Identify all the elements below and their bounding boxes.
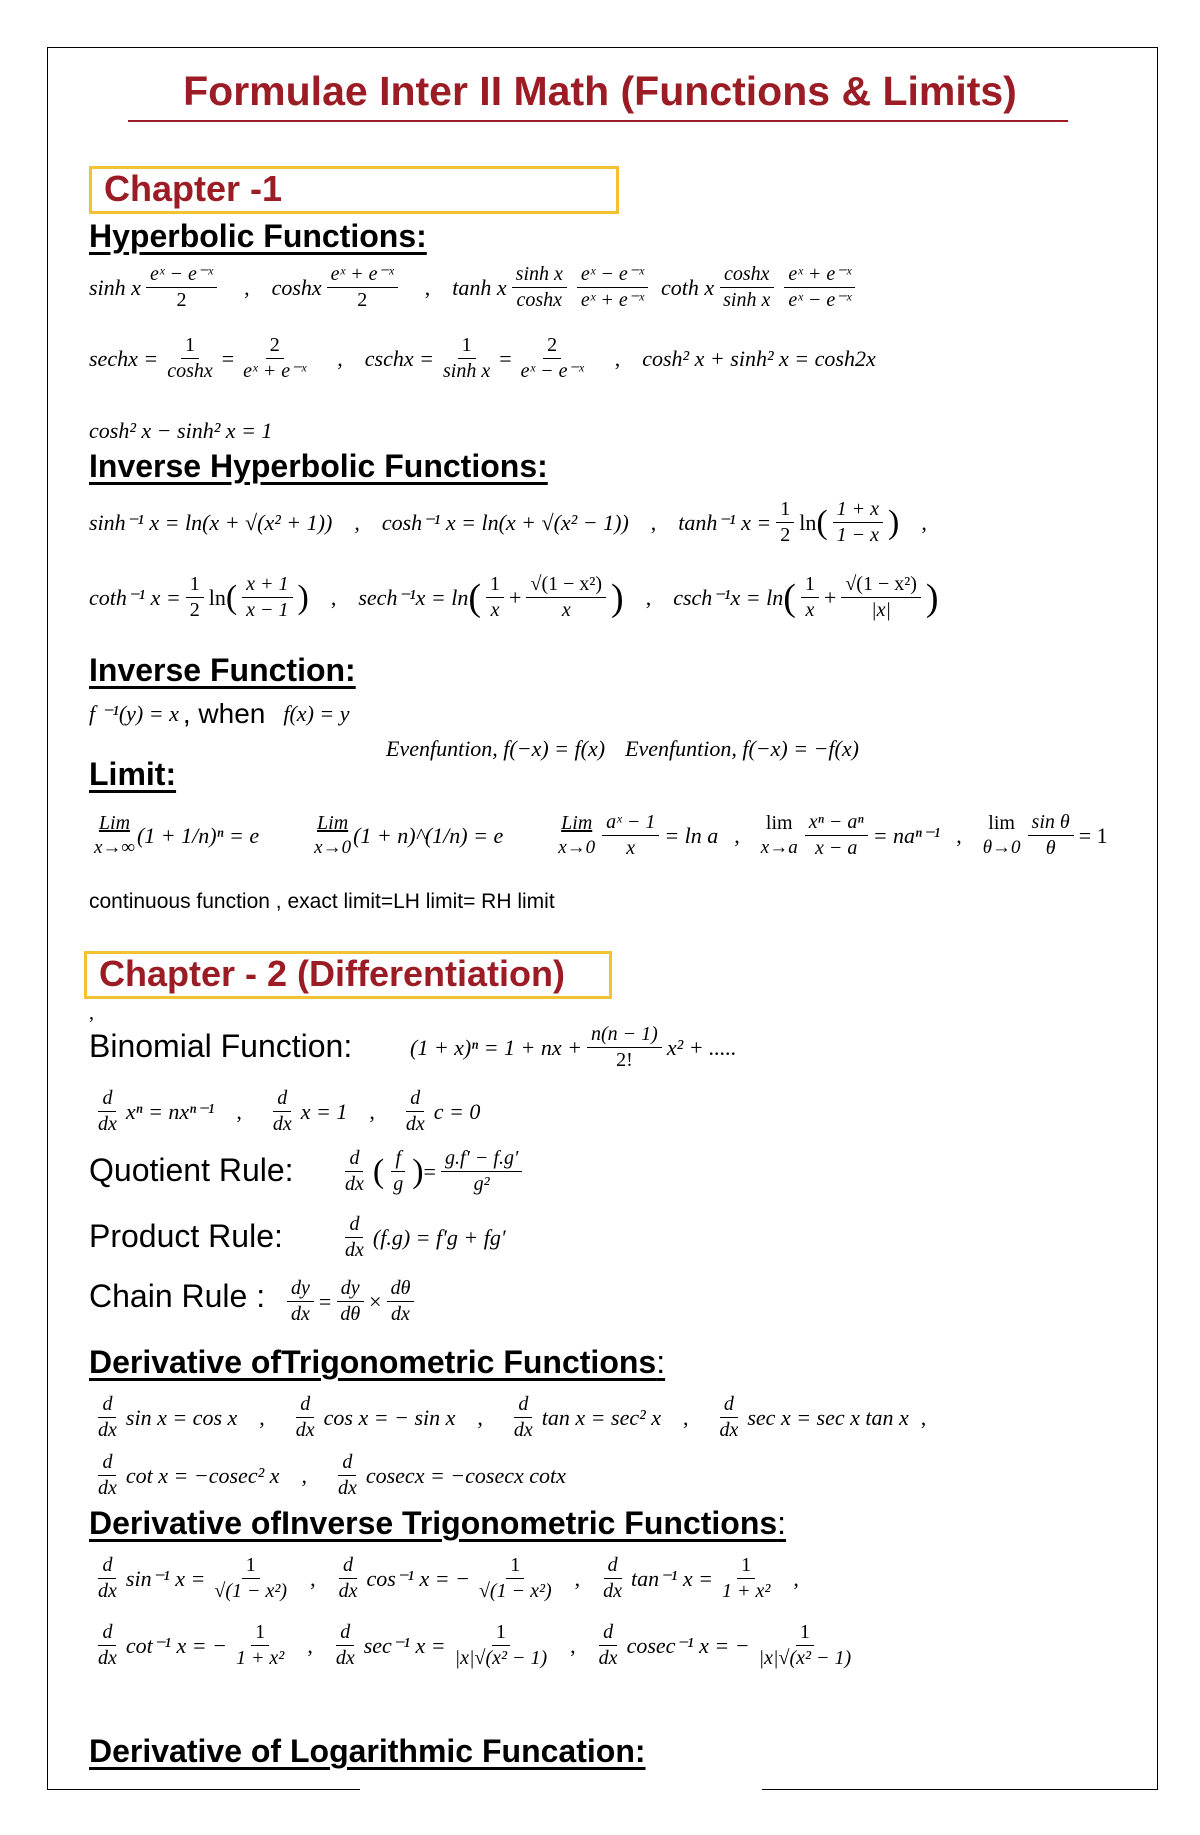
- hyperbolic-line-1: [89, 262, 860, 313]
- atanh-half-den: 2: [780, 524, 791, 546]
- product-dx: dx: [345, 1239, 364, 1261]
- chain-dx-2: dx: [391, 1303, 410, 1325]
- atan-den: 1 + x²: [721, 1580, 771, 1602]
- inv-d-3: d: [604, 1553, 622, 1579]
- acosh: cosh⁻¹ x = ln(x + √(x² − 1)): [381, 509, 629, 535]
- acoth-fraction: [242, 572, 292, 623]
- tanh-lhs: tanh x: [452, 274, 507, 300]
- chain-dy-dtheta: [336, 1276, 364, 1327]
- sech-den-1: coshx: [167, 360, 213, 382]
- chapter-1-box: Chapter -1: [89, 166, 619, 214]
- tanh-num-1: sinh x: [512, 262, 567, 288]
- limit-4-sub: x→a: [760, 837, 798, 859]
- acos-fraction: [475, 1553, 556, 1604]
- csch-fraction-2: [517, 333, 588, 384]
- trig-d-dx-1: [94, 1392, 121, 1443]
- quotient-d: d: [345, 1146, 363, 1172]
- comma: ,: [793, 1565, 799, 1591]
- acot-fraction: [232, 1620, 288, 1671]
- comma: ,: [921, 509, 927, 535]
- acosec-den: |x|√(x² − 1): [758, 1647, 852, 1669]
- trig-line-2: [89, 1450, 566, 1501]
- tanh-fraction-2: [577, 262, 648, 313]
- trig-dx-4: dx: [719, 1419, 739, 1441]
- d-atan: tan⁻¹ x =: [631, 1565, 713, 1591]
- comma: ,: [259, 1404, 265, 1430]
- coth-num-2: eˣ + e⁻ˣ: [784, 262, 855, 288]
- inv-dx-1: dx: [98, 1580, 117, 1602]
- comma: ,: [301, 1462, 307, 1488]
- inv-dx-3: dx: [603, 1580, 623, 1602]
- odd-function: Evenfuntion, f(−x) = −f(x): [625, 736, 859, 761]
- trig-dx-5: dx: [98, 1477, 117, 1499]
- chain-dx-1: dx: [291, 1303, 310, 1325]
- acsch-den-2: |x|: [871, 599, 892, 621]
- hyperbolic-identity-2: [89, 418, 272, 444]
- d-acot: cot⁻¹ x = −: [125, 1632, 227, 1658]
- d-sec: sec x = sec x tan x: [747, 1404, 909, 1430]
- atanh-half-num: 1: [776, 497, 794, 523]
- inv-d-4: d: [98, 1620, 116, 1646]
- identity-rule: x = 1: [300, 1098, 348, 1124]
- sech-fraction-2: [239, 333, 310, 384]
- comma: ,: [570, 1632, 576, 1658]
- d-asin: sin⁻¹ x =: [125, 1565, 206, 1591]
- trig-d-6: d: [338, 1450, 356, 1476]
- d-1: d: [98, 1086, 116, 1112]
- comma: ,: [645, 584, 652, 610]
- acoth-lhs: coth⁻¹ x =: [89, 584, 181, 610]
- d-asec: sec⁻¹ x =: [363, 1632, 446, 1658]
- heading-derivative-trig: [89, 1344, 665, 1381]
- trig-d-dx-4: [715, 1392, 742, 1443]
- asech-num-2: √(1 − x²): [526, 572, 606, 598]
- limit-2-sub: x→0: [314, 837, 352, 859]
- even-function: Evenfuntion, f(−x) = f(x): [386, 736, 606, 761]
- const-rule: c = 0: [433, 1098, 481, 1124]
- limit-4-lim: lim: [765, 812, 793, 835]
- trig-d-dx-3: [510, 1392, 537, 1443]
- inv-trig-line-2: [89, 1620, 860, 1671]
- d-cot: cot x = −cosec² x: [125, 1462, 280, 1488]
- footer-line-right: [762, 1789, 1158, 1790]
- comma: ,: [424, 274, 431, 300]
- comma: ,: [354, 509, 360, 535]
- comma: ,: [734, 822, 740, 848]
- hyperbolic-line-2: sechx = $\frac{1}{\cosh x}$ = $\frac{2}{\text{eˣ + e⁻ˣ}}$ , cschx = $\frac{1}{\text{sinh x}}$ = $\frac{2}{\text{eˣ − e⁻ˣ}}$ , cosh² x + sinh² x = cosh2x: [89, 334, 876, 382]
- title-underline: [128, 120, 1068, 122]
- comma: ,: [614, 345, 621, 371]
- acsch-fraction-2: [841, 572, 921, 623]
- asin-fraction: [210, 1553, 291, 1604]
- inverse-hyperbolic-line-1: sinh⁻¹ x = ln(x + √(x² + 1)) , cosh⁻¹ x = ln(x + √(x² − 1)) , tanh⁻¹ x = $\frac{1}{2}$ ln ( $\frac{1 + x}{1 - x}$ ) ,: [89, 498, 927, 546]
- asech-fraction-2: [526, 572, 606, 623]
- acsch-fraction-1: [801, 572, 819, 623]
- chain-times: ×: [369, 1288, 382, 1314]
- sech-num-2: 2: [266, 333, 284, 359]
- quotient-f: f: [391, 1146, 405, 1172]
- limit-3-num: aˣ − 1: [602, 810, 659, 836]
- atan-fraction: [718, 1553, 774, 1604]
- sech-lhs: sechx =: [89, 345, 159, 371]
- inv-d-dx-5: [332, 1620, 359, 1671]
- quotient-den: g²: [473, 1173, 490, 1195]
- binomial-formula: [410, 1022, 737, 1073]
- trig-d-4: d: [720, 1392, 738, 1418]
- quotient-dx: dx: [345, 1173, 364, 1195]
- cosh-fraction: [327, 262, 398, 313]
- atan-num: 1: [737, 1553, 755, 1579]
- inv-d-dx-1: [94, 1553, 121, 1604]
- comma: ,: [369, 1098, 375, 1124]
- acsch-num-1: 1: [801, 572, 819, 598]
- deriv-trig-text: Derivative ofTrigonometric Functions: [89, 1344, 657, 1380]
- footer-line-left: [47, 1789, 360, 1790]
- inverse-function-line: [89, 698, 350, 730]
- limit-4-fraction: [805, 810, 868, 861]
- csch-num-1: 1: [458, 333, 476, 359]
- quotient-label: Quotient Rule:: [89, 1152, 294, 1188]
- chapter-2-box: Chapter - 2 (Differentiation): [84, 951, 612, 999]
- csch-den-2: eˣ − e⁻ˣ: [520, 360, 584, 382]
- deriv-trig-colon: :: [656, 1344, 666, 1380]
- limit-5-fraction: [1028, 810, 1074, 861]
- limit-1-op: [94, 811, 135, 860]
- trig-dx-6: dx: [337, 1477, 357, 1499]
- acoth-ln: ln: [208, 584, 226, 610]
- trig-d-2: d: [296, 1392, 314, 1418]
- csch-num-2: 2: [543, 333, 561, 359]
- comma: ,: [310, 1565, 316, 1591]
- cosh-lhs: coshx: [271, 274, 322, 300]
- trig-d-3: d: [514, 1392, 532, 1418]
- asec-fraction: [451, 1620, 552, 1671]
- comma: ,: [337, 345, 343, 371]
- chain-dtheta-dx: [387, 1276, 415, 1327]
- inv-d-2: d: [339, 1553, 357, 1579]
- comma: ,: [956, 822, 962, 848]
- inv-d-dx-4: [94, 1620, 121, 1671]
- chain-dy-2: dy: [337, 1276, 364, 1302]
- identity-1: cosh² x + sinh² x = cosh2x: [642, 345, 876, 371]
- chain-dy-1: dy: [287, 1276, 314, 1302]
- cosh-num: eˣ + e⁻ˣ: [327, 262, 398, 288]
- limit-1-sub: x→∞: [94, 837, 135, 859]
- coth-den-1: sinh x: [723, 289, 771, 311]
- quotient-fg: [389, 1146, 407, 1197]
- comma: ,: [330, 584, 337, 610]
- comma: ,: [650, 509, 657, 535]
- coth-den-2: eˣ − e⁻ˣ: [788, 289, 852, 311]
- dx-1: dx: [98, 1113, 117, 1135]
- heading-derivative-log: Derivative of Logarithmic Funcation:: [89, 1733, 646, 1769]
- coth-num-1: coshx: [720, 262, 774, 288]
- asech-num-1: 1: [486, 572, 504, 598]
- limit-4-den: x − a: [815, 837, 858, 859]
- binomial-lhs: (1 + x)ⁿ = 1 + nx +: [410, 1034, 582, 1060]
- tanh-num-2: eˣ − e⁻ˣ: [577, 262, 648, 288]
- asinh: sinh⁻¹ x = ln(x + √(x² + 1)): [89, 509, 333, 535]
- quotient-rhs: [441, 1146, 522, 1197]
- asec-num: 1: [492, 1620, 510, 1646]
- asech-den-2: x: [561, 599, 571, 621]
- inv-dx-5: dx: [335, 1647, 355, 1669]
- inv-d-dx-3: [599, 1553, 626, 1604]
- inv-trig-line-1: [89, 1553, 813, 1604]
- power-rule: xⁿ = nxⁿ⁻¹: [125, 1098, 215, 1124]
- limit-4-rhs: = naⁿ⁻¹: [872, 822, 941, 848]
- d-acos: cos⁻¹ x = −: [366, 1565, 470, 1591]
- quotient-num: g.f′ − f.g′: [441, 1146, 522, 1172]
- d-tan: tan x = sec² x: [541, 1404, 661, 1430]
- acsch-lhs: csch⁻¹x = ln: [673, 584, 784, 610]
- acsch-den-1: x: [805, 599, 815, 621]
- limit-2-body: (1 + n)^(1/n) = e: [353, 822, 504, 848]
- trig-dx-2: dx: [295, 1419, 315, 1441]
- cosh-den: 2: [357, 289, 368, 311]
- binomial-label: Binomial Function:: [89, 1028, 353, 1064]
- atanh-lhs: tanh⁻¹ x =: [678, 509, 772, 535]
- coth-fraction-2: [784, 262, 855, 313]
- product-d: d: [345, 1212, 363, 1238]
- deriv-inv-trig-text: Derivative ofInverse Trigonometric Functions: [89, 1505, 778, 1541]
- inv-d-1: d: [98, 1553, 116, 1579]
- inv-dx-4: dx: [98, 1647, 117, 1669]
- trig-dx-1: dx: [98, 1419, 117, 1441]
- limit-4-op: [761, 811, 798, 860]
- binomial-den: 2!: [616, 1049, 633, 1071]
- asech-fraction-1: [486, 572, 504, 623]
- sinh-den: 2: [176, 289, 187, 311]
- deriv-inv-trig-colon: :: [777, 1505, 787, 1541]
- acosec-fraction: [755, 1620, 856, 1671]
- binomial-num: n(n − 1): [587, 1022, 662, 1048]
- d-2: d: [273, 1086, 291, 1112]
- asech-lhs: sech⁻¹x = ln: [358, 584, 469, 610]
- comma: ,: [307, 1632, 313, 1658]
- inverse-hyperbolic-line-2: coth⁻¹ x = $\frac{1}{2}$ ln ( $\frac{x + 1}{x - 1}$ ) , sech⁻¹x = ln ( $\frac{1}{x}$ + $\frac{\text{√(1 − x²)}}{x}$ ) , csch⁻¹x = ln ( $\frac{1}{x}$ + $\frac{\text{√(1 − x²)}}{|x|}$ ): [89, 573, 939, 621]
- inv-dx-2: dx: [338, 1580, 358, 1602]
- sinh-num: eˣ − e⁻ˣ: [146, 262, 217, 288]
- binomial-tail: x² + .....: [666, 1034, 737, 1060]
- product-label: Product Rule:: [89, 1218, 283, 1254]
- comma: ,: [244, 274, 250, 300]
- heading-limit: Limit:: [89, 756, 177, 792]
- acsch-num-2: √(1 − x²): [841, 572, 921, 598]
- d-cos: cos x = − sin x: [323, 1404, 456, 1430]
- limit-1-lim: Lim: [98, 812, 131, 835]
- trig-dx-3: dx: [513, 1419, 533, 1441]
- tanh-den-1: coshx: [516, 289, 563, 311]
- acoth-num: x + 1: [242, 572, 292, 598]
- atanh-num: 1 + x: [833, 497, 883, 523]
- csch-den-1: sinh x: [442, 360, 491, 382]
- d-acosec: cosec⁻¹ x = −: [626, 1632, 750, 1658]
- limit-1-body: (1 + 1/n)ⁿ = e: [136, 822, 260, 848]
- tanh-den-2: eˣ + e⁻ˣ: [580, 289, 644, 311]
- chain-lhs: [287, 1276, 314, 1327]
- chain-formula: $\frac{dy}{dx}$ = $\frac{dy}{d\theta}$ × $\frac{d\theta}{dx}$: [282, 1276, 419, 1327]
- asech-den-1: x: [490, 599, 500, 621]
- limit-3-fraction: [602, 810, 659, 861]
- identity-2: cosh² x − sinh² x = 1: [89, 418, 273, 443]
- limit-5-op: [983, 811, 1021, 860]
- heading-derivative-inverse-trig: [89, 1505, 786, 1542]
- d-cosec: cosecx = −cosecx cotx: [365, 1462, 566, 1488]
- limit-5-rhs: = 1: [1078, 822, 1108, 848]
- acoth-half: [186, 572, 204, 623]
- product-formula: [336, 1212, 506, 1263]
- sech-fraction-1: [163, 333, 217, 384]
- binomial-fraction: [587, 1022, 662, 1073]
- d-dx-2: [269, 1086, 296, 1137]
- inv-d-5: d: [336, 1620, 354, 1646]
- asin-den: √(1 − x²): [214, 1580, 288, 1602]
- limit-3-op: [558, 811, 595, 860]
- tanh-fraction-1: [512, 262, 567, 313]
- asin-num: 1: [242, 1553, 260, 1579]
- asec-den: |x|√(x² − 1): [454, 1647, 548, 1669]
- limit-3-sub: x→0: [558, 837, 596, 859]
- page-title: Formulae Inter II Math (Functions & Limits): [183, 68, 1017, 114]
- atanh-half: [776, 497, 794, 548]
- acot-num: 1: [251, 1620, 269, 1646]
- trig-line-1: [89, 1392, 938, 1443]
- basic-derivatives: [89, 1086, 480, 1137]
- continuity-note: continuous function , exact limit=LH limit= RH limit: [89, 890, 555, 913]
- csch-fraction-1: [439, 333, 494, 384]
- comma: ,: [574, 1565, 581, 1591]
- atanh-den: 1 − x: [836, 524, 880, 546]
- inv-d-6: d: [599, 1620, 617, 1646]
- limit-2-op: [314, 811, 351, 860]
- comma: ,: [477, 1404, 483, 1430]
- heading-hyperbolic: Hyperbolic Functions:: [89, 218, 427, 254]
- chain-dtheta-1: dθ: [340, 1303, 361, 1325]
- stray-comma: ,: [89, 1002, 94, 1024]
- trig-d-1: d: [98, 1392, 116, 1418]
- trig-d-dx-6: [334, 1450, 361, 1501]
- comma: ,: [920, 1404, 927, 1430]
- acos-num: 1: [506, 1553, 524, 1579]
- product-d-dx: [341, 1212, 368, 1263]
- acot-den: 1 + x²: [235, 1647, 285, 1669]
- even-odd-line: [386, 736, 859, 762]
- sech-den-2: eˣ + e⁻ˣ: [243, 360, 307, 382]
- sech-num-1: 1: [181, 333, 199, 359]
- d-3: d: [406, 1086, 424, 1112]
- quotient-d-dx: [341, 1146, 368, 1197]
- atanh-ln: ln: [799, 509, 817, 535]
- limit-3-lim: Lim: [561, 812, 593, 835]
- heading-inverse-hyperbolic: Inverse Hyperbolic Functions:: [89, 448, 548, 484]
- d-sin: sin x = cos x: [125, 1404, 238, 1430]
- acosec-num: 1: [796, 1620, 814, 1646]
- acoth-half-num: 1: [186, 572, 204, 598]
- acos-den: √(1 − x²): [478, 1580, 552, 1602]
- trig-d-dx-5: [94, 1450, 121, 1501]
- dx-2: dx: [272, 1113, 292, 1135]
- limit-line: [89, 810, 1108, 861]
- csch-lhs: cschx =: [364, 345, 434, 371]
- sinh-fraction: [146, 262, 217, 313]
- inverse-lhs: f ⁻¹(y) = x: [89, 701, 179, 726]
- trig-d-dx-2: [292, 1392, 319, 1443]
- comma: ,: [236, 1098, 242, 1124]
- heading-inverse-function: Inverse Function:: [89, 652, 356, 688]
- when-label: , when: [182, 698, 266, 729]
- limit-5-sub: θ→0: [982, 837, 1021, 859]
- trig-d-5: d: [98, 1450, 116, 1476]
- acoth-half-den: 2: [189, 599, 200, 621]
- limit-5-lim: lim: [988, 812, 1015, 835]
- inv-dx-6: dx: [598, 1647, 618, 1669]
- coth-fraction-1: [719, 262, 774, 313]
- chain-dtheta-2: dθ: [387, 1276, 415, 1302]
- inv-d-dx-6: [595, 1620, 622, 1671]
- inverse-rhs: f(x) = y: [283, 701, 350, 726]
- limit-5-num: sin θ: [1028, 810, 1074, 836]
- inv-d-dx-2: [335, 1553, 362, 1604]
- limit-3-rhs: = ln a: [664, 822, 719, 848]
- limit-3-den: x: [626, 837, 636, 859]
- atanh-fraction: [833, 497, 883, 548]
- d-dx-1: [94, 1086, 121, 1137]
- d-dx-3: [402, 1086, 429, 1137]
- chain-label: Chain Rule :: [89, 1278, 266, 1314]
- dx-3: dx: [405, 1113, 425, 1135]
- limit-2-lim: Lim: [317, 812, 349, 835]
- product-rhs: (f.g) = f′g + fg′: [372, 1224, 506, 1250]
- acoth-den: x − 1: [246, 599, 289, 621]
- limit-4-num: xⁿ − aⁿ: [805, 810, 868, 836]
- comma: ,: [682, 1404, 689, 1430]
- quotient-formula: $\frac{d}{dx}$ ( $\frac{f}{g}$ ) = $\frac{g.f' - f.g'}{\text{g²}}$: [336, 1146, 527, 1197]
- sinh-lhs: sinh x: [89, 274, 141, 300]
- quotient-g: g: [393, 1173, 404, 1195]
- coth-lhs: coth x: [660, 274, 715, 300]
- limit-5-den: θ: [1045, 837, 1056, 859]
